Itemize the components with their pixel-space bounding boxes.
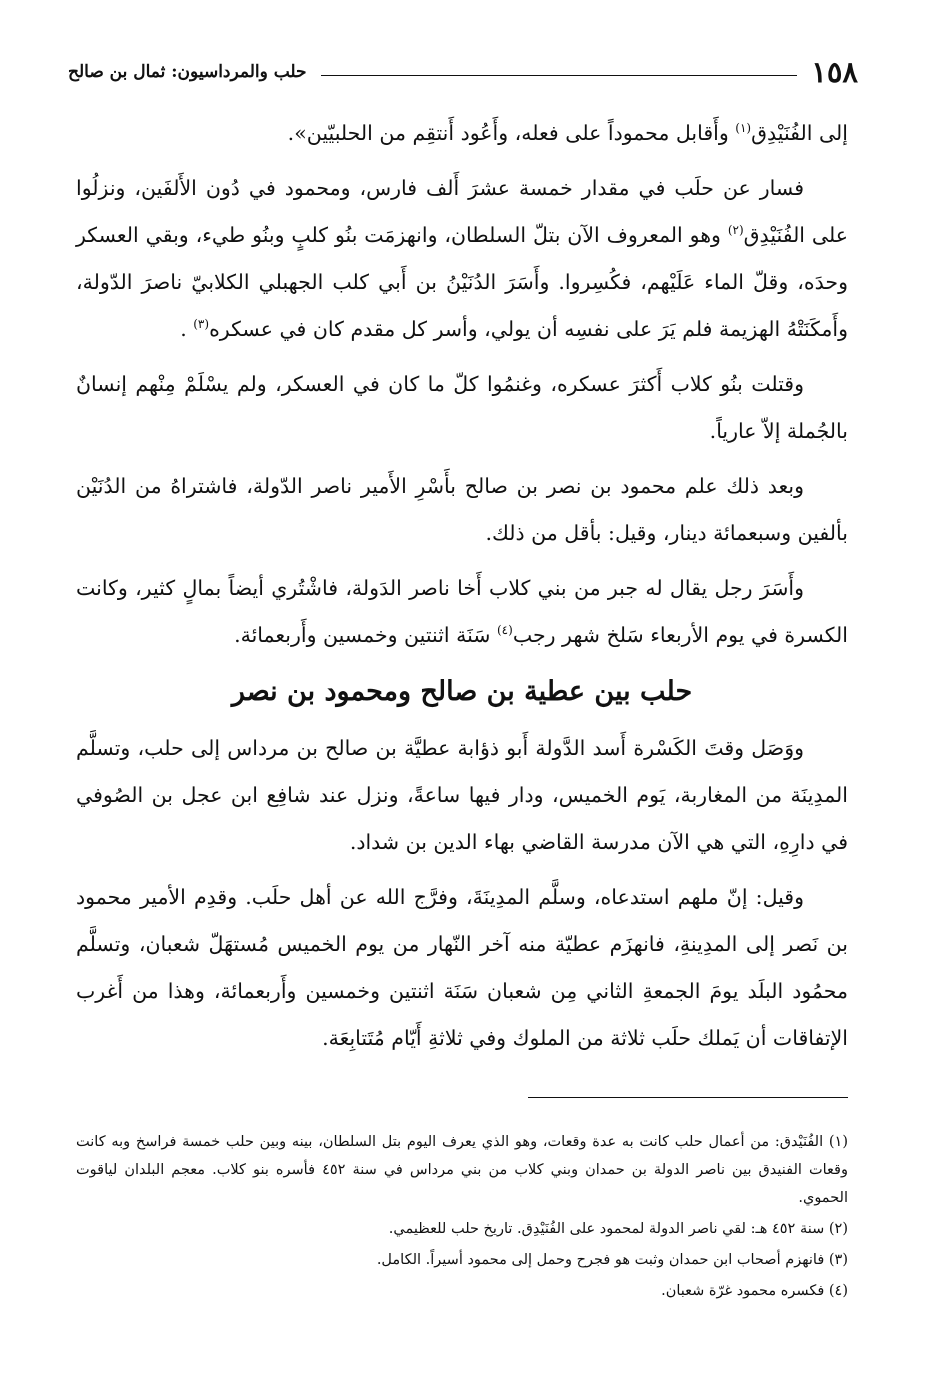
footnotes	[76, 1128, 848, 1308]
paragraph: ووَصَل وقتَ الكَسْرة أَسد الدَّولة أَبو ذؤابة عطيَّة بن صالح بن مرداس إلى حلب، وتسلَّم المدِينَة من المغاربة، يَوم الخميس، ودار فيها ساعةً، ونزل عند شافِع ابن عجل بن الصُوفي في دارِهِ، التي هي الآن مدرسة القاضي بهاء الدين بن شداد.	[76, 736, 848, 854]
paragraph: إلى الفُنَيْدِق$^{(١)}$ وأَقابل محموداً على فعله، وأَعُود أَنتقِم من الحلبيّين».	[287, 121, 848, 145]
main-text	[76, 110, 848, 1070]
footnote: (٤) فكسره محمود غرّة شعبان.	[661, 1283, 848, 1299]
paragraph: وبعد ذلك علم محمود بن نصر بن صالح بأَسْرِ الأَمير ناصر الدّولة، فاشتراهُ من الدُنَيْن بألفين وسبعمائة دينار، وقيل: بأقل من ذلك.	[76, 474, 848, 545]
footnote-ref: (٢)	[727, 223, 744, 238]
footnote: (٢) سنة ٤٥٢ هـ: لقي ناصر الدولة لمحمود على الفُنَيْدِق. تاريخ حلب للعظيمي.	[388, 1221, 848, 1237]
footnote-separator	[528, 1097, 848, 1098]
footnote-ref: (٤)	[496, 623, 513, 638]
page-number: ١٥٨	[811, 55, 858, 89]
footnote-ref: (١)	[735, 121, 752, 136]
footnote: (١) الفُنَيْدق: من أعمال حلب كانت به عدة وقعات، وهو الذي يعرف اليوم بتل السلطان، بينه وبين حلب خمسة فراسخ وبه كانت وقعات الفنيدق بين ناصر الدولة بن حمدان وبني كلاب من بني مرداس في سنة ٤٥٢ فأسره بنو كلاب. معجم البلدان لياقوت الحموي.	[76, 1134, 848, 1206]
paragraph: وأَسَرَ رجل يقال له جبر من بني كلاب أَخا ناصر الدَولة، فاشْتُري أيضاً بمالٍ كثير، وكانت الكسرة في يوم الأربعاء سَلخ شهر رجب$^{(٤)}$ سَنَة اثنتين وخمسين وأَربعمائة.	[76, 576, 848, 647]
paragraph: وقتلت بنُو كلاب أَكثرَ عسكره، وغنمُوا كلّ ما كان في العسكر، ولم يسْلَمْ مِنْهم إنسانٌ بالجُملة إلاّ عارياً.	[76, 372, 848, 443]
footnote-ref: (٣)	[193, 317, 210, 332]
footnote: (٣) فانهزم أصحاب ابن حمدان وثبت هو فجرح وحمل إلى محمود أسيراً. الكامل.	[376, 1252, 848, 1268]
running-header	[68, 52, 858, 92]
running-title: حلب والمرداسيون: ثمال بن صالح	[68, 62, 307, 82]
paragraph: فسار عن حلَب في مقدار خمسة عشرَ أَلف فارس، ومحمود في دُون الأَلفَين، ونزلُوا على الفُنَيْدِق$^{(٢)}$ وهو المعروف الآن بتلّ السلطان، وانهزمَت بنُو كلبٍ وبنُو طيء، وبقي العسكر وحدَه، وقلّ الماء عَلَيْهم، فكُسِروا. وأَسَرَ الدُنَيْنُ بن أَبي كلب الجهبلي الكلابيّ ناصرَ الدّولة، وأَمكَنَتْهُ الهزيمة فلم يَرَ على نفسِه أن يولي، وأسر كل مقدم كان في عسكره$^{(٣)}$ .	[76, 176, 848, 341]
header-rule	[321, 75, 798, 76]
section-heading: حلب بين عطية بن صالح ومحمود بن نصر	[231, 676, 693, 707]
paragraph: وقيل: إنّ ملهم استدعاه، وسلَّم المدِينَةَ، وفرَّج الله عن أهل حلَب. وقدِم الأمير محمود بن نَصر إلى المدِينةِ، فانهزَم عطيّة منه آخر النّهار من يوم الخميس مُستهَلّ شعبان، وتسلَّم محمُود البلَد يومَ الجمعةِ الثاني مِن شعبان سَنَة اثنتين وخمسين وأَربعمائة، وهذا من أَغرب الإتفاقات أن يَملك حلَب ثلاثة من الملوك وفي ثلاثةِ أَيّام مُتَتابِعَة.	[76, 885, 848, 1050]
